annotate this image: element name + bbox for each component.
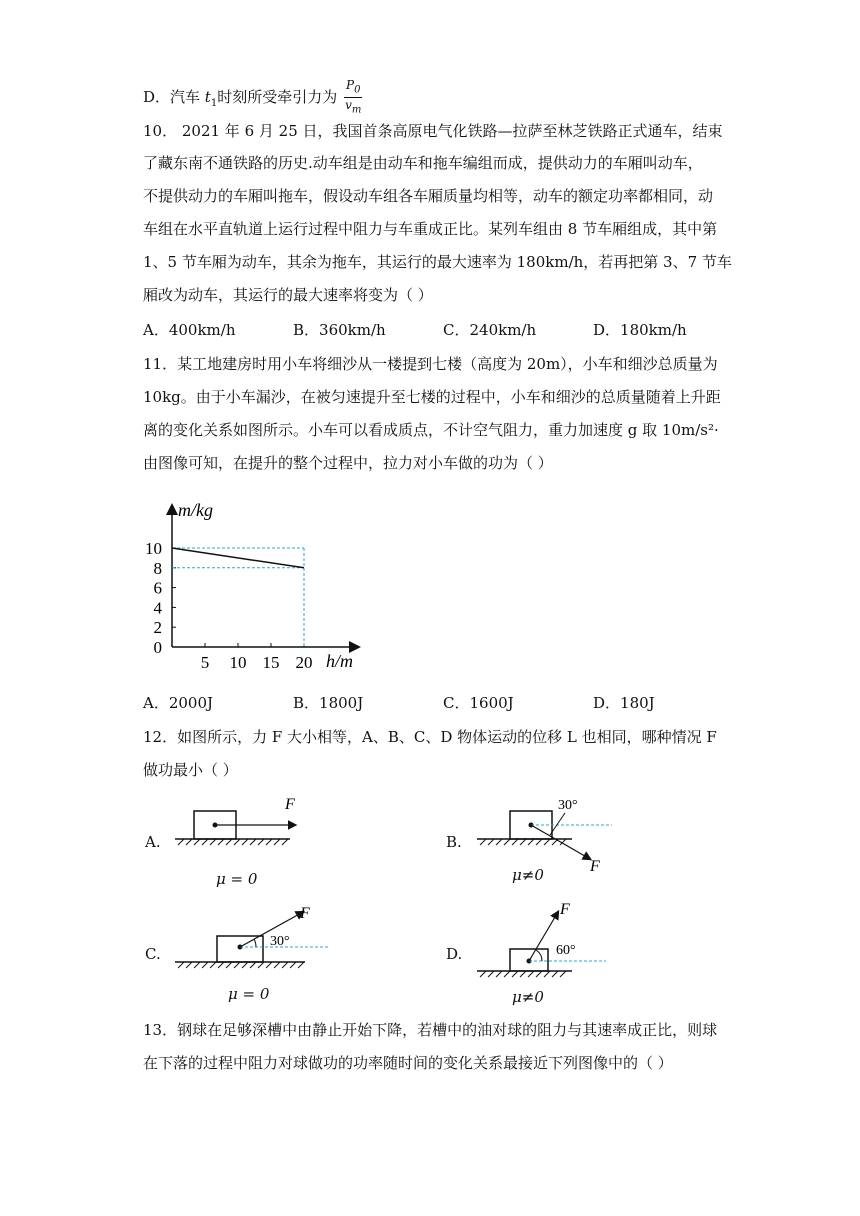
q11-line-3: 离的变化关系如图所示。小车可以看成质点，不计空气阻力，重力加速度 g 取 10m/s²· <box>143 421 719 439</box>
fig-a-mu: μ = 0 <box>216 870 258 888</box>
frac-denominator: v <box>345 98 352 113</box>
frac-denominator-sub: m <box>351 104 362 116</box>
q11-option-d: D．180J <box>593 694 655 712</box>
q11-option-a: A．2000J <box>143 694 214 712</box>
fig-b-label: B. <box>446 833 462 851</box>
force-label: F <box>560 901 570 918</box>
q10-line-3: 不提供动力的车厢叫拖车，假设动车组各车厢质量均相等，动车的额定功率都相同，动 <box>143 187 714 205</box>
q9-optd-var: t <box>204 87 211 106</box>
y-tick-label: 2 <box>153 618 162 638</box>
q11-line-1: 11．某工地建房时用小车将细沙从一楼提到七楼（高度为 20m），小车和细沙总质量为 <box>143 355 718 373</box>
y-tick-label: 8 <box>153 558 162 578</box>
y-tick-label: 4 <box>153 598 162 618</box>
x-tick-label: 20 <box>295 653 313 672</box>
angle-label: 60° <box>556 943 576 958</box>
q11-line-2: 10kg。由于小车漏沙，在被匀速提升至七楼的过程中，小车和细沙的总质量随着上升距 <box>143 388 721 406</box>
fig-a-label: A. <box>145 833 161 851</box>
q10-option-c: C．240km/h <box>443 321 537 339</box>
force-label: F <box>590 858 600 875</box>
q13-line-1: 13．钢球在足够深槽中由静止开始下降，若槽中的油对球的阻力与其速率成正比，则球 <box>143 1021 718 1039</box>
x-tick-label: 10 <box>229 653 247 672</box>
fig-b-mu: μ≠0 <box>512 866 544 884</box>
q11-line-4: 由图像可知，在提升的整个过程中，拉力对小车做的功为（ ） <box>143 454 553 472</box>
q10-line-6: 厢改为动车，其运行的最大速率将变为（ ） <box>143 286 433 304</box>
frac-numerator: P <box>346 78 355 92</box>
q10-line-2: 了藏东南不通铁路的历史.动车组是由动车和拖车编组而成，提供动力的车厢叫动车， <box>143 154 703 172</box>
y-tick-label: 6 <box>153 578 162 598</box>
force-label: F <box>285 796 295 813</box>
figure-c <box>170 900 340 990</box>
mass-series-line <box>172 548 304 568</box>
fig-d-label: D. <box>446 945 463 963</box>
q10-line-1: 10． 2021 年 6 月 25 日，我国首条高原电气化铁路—拉萨至林芝铁路正式通车，结束 <box>143 122 723 140</box>
q9-optd-sub: 1 <box>210 97 218 109</box>
q9-optd-suffix: 时刻所受牵引力为 <box>217 87 338 106</box>
fig-d-mu: μ≠0 <box>512 988 544 1006</box>
q10-option-b: B．360km/h <box>293 321 386 339</box>
angle-label: 30° <box>270 934 290 949</box>
q12-line-2: 做功最小（ ） <box>143 761 238 779</box>
q9-fraction <box>344 78 362 118</box>
frac-numerator-sub: 0 <box>354 84 361 96</box>
q12-line-1: 12．如图所示，力 F 大小相等，A、B、C、D 物体运动的位移 L 也相同，哪种情况 F <box>143 728 717 746</box>
q13-line-2: 在下落的过程中阻力对球做功的功率随时间的变化关系最接近下列图像中的（ ） <box>143 1054 673 1072</box>
q10-option-d: D．180km/h <box>593 321 687 339</box>
fig-c-label: C. <box>145 945 161 963</box>
q10-line-5: 1、5 节车厢为动车，其余为拖车，其运行的最大速率为 180km/h，若再把第 3、7 节车 <box>143 253 732 271</box>
y-tick-label: 10 <box>145 539 162 558</box>
angle-label: 30° <box>558 798 578 813</box>
figure-b <box>472 795 632 875</box>
q11-option-c: C．1600J <box>443 694 514 712</box>
ground-hatch <box>178 839 288 845</box>
figure-d <box>472 898 632 988</box>
q9-option-d <box>143 78 362 118</box>
fig-c-mu: μ = 0 <box>228 985 270 1003</box>
force-label: F <box>300 905 310 922</box>
x-tick-label: 5 <box>200 653 210 672</box>
x-tick-label: 15 <box>262 653 280 672</box>
y-tick-label: 0 <box>153 638 162 657</box>
x-axis-label: h/m <box>326 651 353 671</box>
q9-optd-prefix: D．汽车 <box>143 87 205 106</box>
mass-height-chart <box>140 492 370 682</box>
y-axis-label: m/kg <box>178 500 213 520</box>
q11-option-b: B．1800J <box>293 694 364 712</box>
q10-line-4: 车组在水平直轨道上运行过程中阻力与车重成正比。某列车组由 8 节车厢组成，其中第 <box>143 220 718 238</box>
figure-a <box>170 795 330 875</box>
q10-option-a: A．400km/h <box>143 321 236 339</box>
